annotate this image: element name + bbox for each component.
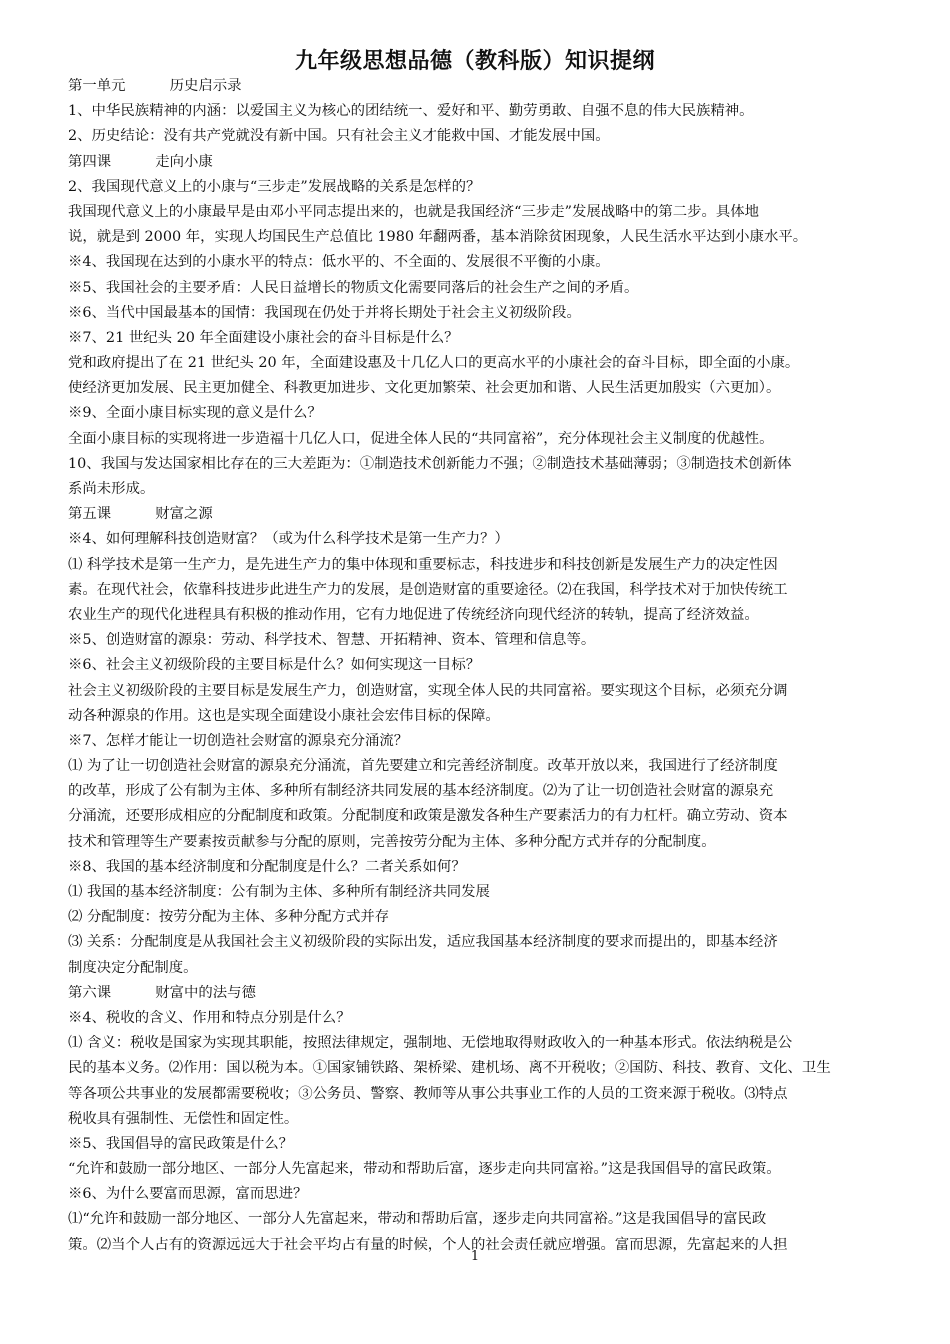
text-line: 税收具有强制性、无偿性和固定性。: [68, 1110, 299, 1127]
text-line: 我国现代意义上的小康最早是由邓小平同志提出来的，也就是我国经济“三步走”发展战略中的第二步。具体地: [68, 203, 760, 220]
section-number: 第六课: [68, 984, 112, 1001]
section-heading: [68, 981, 894, 1006]
text-line: 全面小康目标的实现将进一步造福十几亿人口，促进全体人民的“共同富裕”，充分体现社会主义制度的优越性。: [68, 430, 774, 447]
text-line: 党和政府提出了在 21 世纪头 20 年，全面建设惠及十几亿人口的更高水平的小康社会的奋斗目标，即全面的小康。: [68, 355, 800, 372]
text-line: 制度决定分配制度。: [68, 959, 198, 976]
text-line: ※7、21 世纪头 20 年全面建设小康社会的奋斗目标是什么？: [68, 329, 459, 346]
text-line: ⑴ 含义：税收是国家为实现其职能，按照法律规定，强制地、无偿地取得财政收入的一种基本形式。依法纳税是公: [68, 1035, 793, 1052]
text-line: ⑴ 为了让一切创造社会财富的源泉充分涌流，首先要建立和完善经济制度。改革开放以来，我国进行了经济制度: [68, 758, 778, 775]
text-line: ※6、社会主义初级阶段的主要目标是什么？如何实现这一目标？: [68, 657, 481, 674]
text-line: 技术和管理等生产要素按贡献参与分配的原则，完善按劳分配为主体、多种分配方式并存的分配制度。: [68, 833, 716, 850]
text-line: 10、我国与发达国家相比存在的三大差距为：①制造技术创新能力不强；②制造技术基础薄弱；③制造技术创新体: [68, 455, 792, 472]
text-line: 策。⑵当个人占有的资源远远大于社会平均占有量的时候，个人的社会责任就应增强。富而思源，先富起来的人担: [68, 1236, 788, 1253]
text-line: 社会主义初级阶段的主要目标是发展生产力，创造财富，实现全体人民的共同富裕。要实现这个目标，必须充分调: [68, 682, 788, 699]
text-line: 使经济更加发展、民主更加健全、科教更加进步、文化更加繁荣、社会更加和谐、人民生活更加殷实（六更加）。: [68, 380, 781, 397]
text-line: 系尚未形成。: [68, 481, 155, 497]
text-line: ※5、我国倡导的富民政策是什么？: [68, 1135, 294, 1152]
text-line: ※8、我国的基本经济制度和分配制度是什么？二者关系如何？: [68, 858, 466, 875]
text-line: 2、我国现代意义上的小康与“三步走”发展战略的关系是怎样的？: [68, 178, 481, 195]
text-line: ※6、当代中国最基本的国情：我国现在仍处于并将长期处于社会主义初级阶段。: [68, 304, 581, 321]
text-line: 等各项公共事业的发展都需要税收；③公务员、警察、教师等从事公共事业工作的人员的工资来源于税收。⑶特点: [68, 1085, 788, 1102]
text-line: ⑵ 分配制度：按劳分配为主体、多种分配方式并存: [68, 909, 390, 926]
section-title: 历史启示录: [169, 78, 242, 94]
text-line: ※6、为什么要富而思源，富而思进？: [68, 1186, 308, 1203]
text-line: 素。在现代社会，依靠科技进步此进生产力的发展，是创造财富的重要途径。⑵在我国，科学技术对于加快传统工: [68, 581, 788, 598]
text-line: 1、中华民族精神的内涵：以爱国主义为核心的团结统一、爱好和平、勤劳勇敢、自强不息的伟大民族精神。: [68, 103, 754, 120]
section-heading: [68, 502, 894, 527]
text-line: 分涌流，还要形成相应的分配制度和政策。分配制度和政策是激发各种生产要素活力的有力杠杆。确立劳动、资本: [68, 808, 788, 825]
section-number: 第一单元: [68, 78, 126, 94]
section-title: 财富之源: [155, 506, 213, 523]
text-line: ⑶ 关系：分配制度是从我国社会主义初级阶段的实际出发，适应我国基本经济制度的要求而提出的，即基本经济: [68, 934, 778, 951]
text-line: ※5、创造财富的源泉：劳动、科学技术、智慧、开拓精神、资本、管理和信息等。: [68, 632, 596, 649]
text-line: ※5、我国社会的主要矛盾：人民日益增长的物质文化需要同落后的社会生产之间的矛盾。: [68, 279, 639, 296]
section-title: 走向小康: [155, 153, 213, 170]
section-heading: [68, 74, 894, 99]
text-line: “允许和鼓励一部分地区、一部分人先富起来，带动和帮助后富，逐步走向共同富裕。”这是我国倡导的富民政策。: [68, 1161, 781, 1178]
text-line: ⑴“允许和鼓励一部分地区、一部分人先富起来，带动和帮助后富，逐步走向共同富裕。”这是我国倡导的富民政: [68, 1211, 767, 1228]
text-line: ※4、如何理解科技创造财富？（或为什么科学技术是第一生产力？）: [68, 531, 509, 548]
section-number: 第四课: [68, 153, 112, 170]
text-line: 民的基本义务。⑵作用：国以税为本。①国家铺铁路、架桥梁、建机场、离不开税收；②国防、科技、教育、文化、卫生: [68, 1060, 831, 1077]
text-line: ⑴ 科学技术是第一生产力，是先进生产力的集中体现和重要标志，科技进步和科技创新是发展生产力的决定性因: [68, 556, 778, 573]
text-line: 农业生产的现代化进程具有积极的推动作用，它有力地促进了传统经济向现代经济的转轨，提高了经济效益。: [68, 606, 759, 623]
text-line: 说，就是到 2000 年，实现人均国民生产总值比 1980 年翻两番，基本消除贫困现象，人民生活水平达到小康水平。: [68, 229, 808, 246]
text-line: ※4、我国现在达到的小康水平的特点：低水平的、不全面的、发展很不平衡的小康。: [68, 254, 610, 271]
text-line: 动各种源泉的作用。这也是实现全面建设小康社会宏伟目标的保障。: [68, 707, 500, 724]
text-line: ⑴ 我国的基本经济制度：公有制为主体、多种所有制经济共同发展: [68, 884, 490, 900]
document-body: [68, 74, 894, 1258]
section-title: 财富中的法与德: [155, 984, 256, 1001]
text-line: ※9、全面小康目标实现的意义是什么？: [68, 405, 322, 422]
text-line: 的改革，形成了公有制为主体、多种所有制经济共同发展的基本经济制度。⑵为了让一切创造社会财富的源泉充: [68, 783, 774, 800]
section-heading: [68, 150, 894, 175]
text-line: ※4、税收的含义、作用和特点分别是什么？: [68, 1009, 351, 1026]
page-title: 九年级思想品德（教科版）知识提纲: [294, 49, 655, 74]
text-line: 2、历史结论：没有共产党就没有新中国。只有社会主义才能救中国、才能发展中国。: [68, 128, 610, 145]
page-number: 1: [470, 1249, 480, 1264]
section-number: 第五课: [68, 506, 112, 523]
text-line: ※7、怎样才能让一切创造社会财富的源泉充分涌流？: [68, 732, 409, 749]
